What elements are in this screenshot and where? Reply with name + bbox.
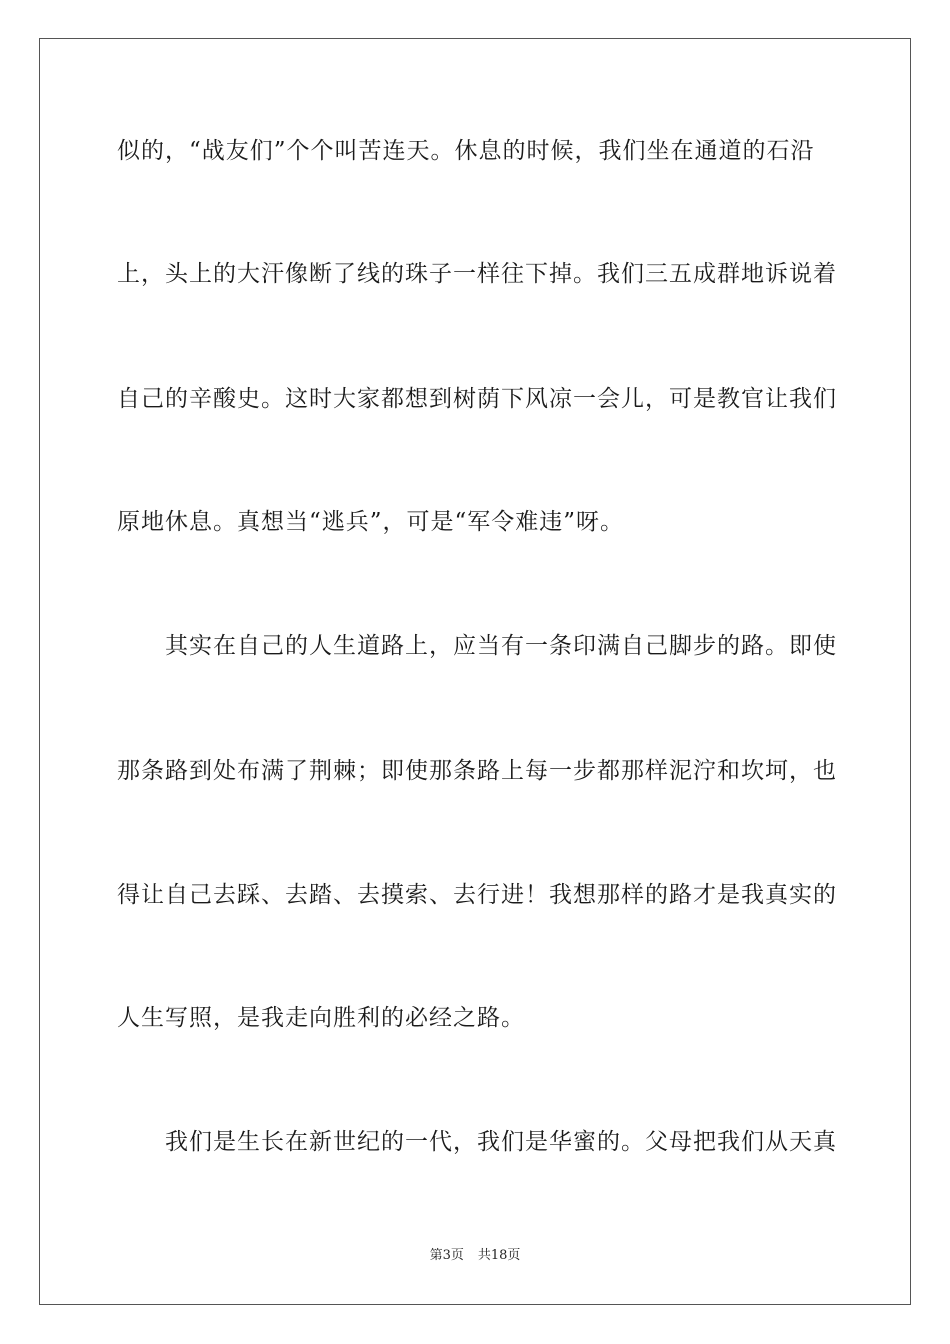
page-border: [39, 38, 911, 1305]
text-line-2: 上，头上的大汗像断了线的珠子一样往下掉。我们三五成群地诉说着: [117, 261, 837, 287]
text-line-4: 原地休息。真想当“逃兵”，可是“军令难违”呀。: [117, 509, 625, 535]
text-line-1: 似的，“战友们”个个叫苦连天。休息的时候，我们坐在通道的石沿: [117, 138, 815, 164]
text-line-7: 得让自己去踩、去踏、去摸索、去行进！我想那样的路才是我真实的: [117, 882, 837, 908]
text-line-6: 那条路到处布满了荆棘；即使那条路上每一步都那样泥泞和坎坷，也: [117, 758, 837, 784]
text-line-9: 我们是生长在新世纪的一代，我们是华蜜的。父母把我们从天真: [165, 1129, 837, 1155]
text-line-3: 自己的辛酸史。这时大家都想到树荫下风凉一会儿，可是教官让我们: [117, 386, 837, 412]
page-total: 共18页: [477, 1248, 521, 1263]
text-line-5: 其实在自己的人生道路上，应当有一条印满自己脚步的路。即使: [165, 633, 837, 659]
page-footer: [0, 1248, 950, 1264]
page-number: 第3页: [429, 1248, 464, 1263]
text-line-8: 人生写照，是我走向胜利的必经之路。: [117, 1005, 525, 1031]
